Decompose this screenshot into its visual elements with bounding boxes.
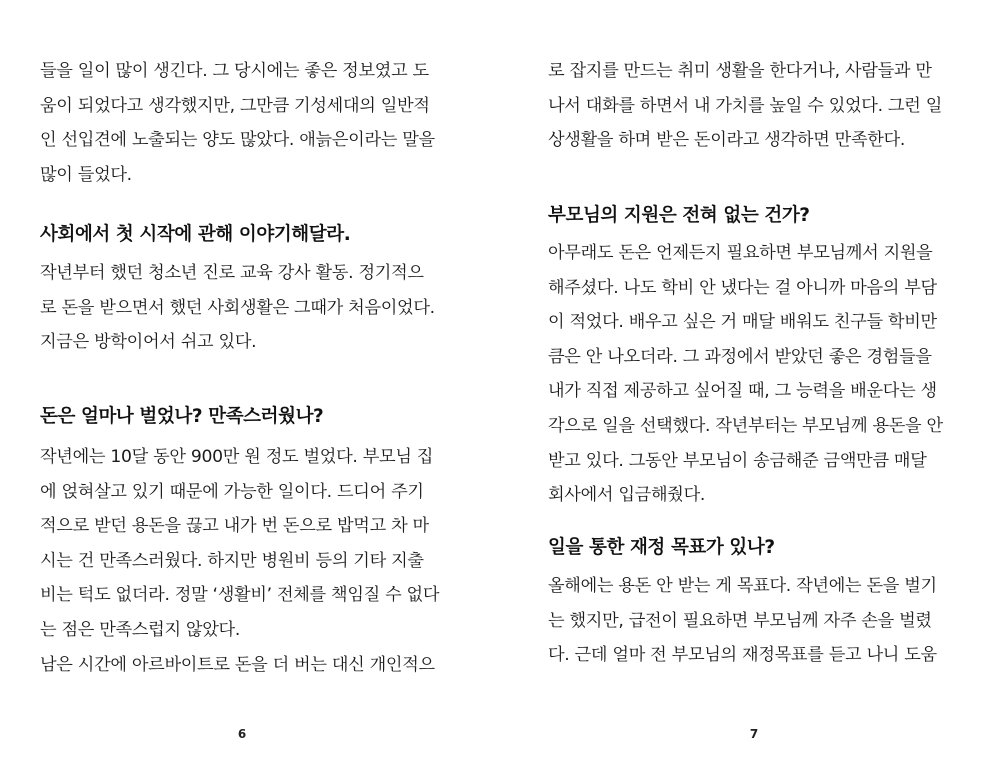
text-line: 다. 근데 얼마 전 부모님의 재정목표를 듣고 나니 도움 [548,645,937,666]
text-line: 올해에는 용돈 안 받는 게 목표다. 작년에는 돈을 벌기 [548,576,937,596]
text-line: 들을 일이 많이 생긴다. 그 당시에는 좋은 정보였고 도 [40,61,429,81]
text-line: 내가 직접 제공하고 싶어질 때, 그 능력을 배운다는 생 [548,381,937,402]
text-line: 이 적었다. 배우고 싶은 거 매달 배워도 친구들 학비만 [548,312,937,333]
text-line: 로 돈을 받으면서 했던 사회생활은 그때가 처음이었다. [40,297,435,318]
text-line: 많이 들었다. [40,164,132,185]
text-line: 아무래도 돈은 언제든지 필요하면 부모님께서 지원을 [548,243,933,263]
left-paragraph-3 [40,440,448,682]
text-line: 남은 시간에 아르바이트로 돈을 더 버는 대신 개인적으 [40,654,435,675]
text-line: 큼은 안 나오더라. 그 과정에서 받았던 좋은 경험들을 [548,346,932,367]
text-line: 비는 턱도 없더라. 정말 ‘생활비’ 전체를 책임질 수 없다 [40,585,440,606]
text-line: 시는 건 만족스러웠다. 하지만 병원비 등의 기타 지출 [40,550,424,571]
question-heading: 부모님의 지원은 전혀 없는 건가? [548,205,810,226]
text-line: 상생활을 하며 받은 돈이라고 생각하면 만족한다. [548,130,906,151]
question-heading: 사회에서 첫 시작에 관해 이야기해달라. [40,224,351,245]
right-question-1 [548,201,956,227]
text-line: 작년부터 했던 청소년 진로 교육 강사 활동. 정기적으 [40,263,424,283]
page-number-left: 6 [237,727,247,741]
right-paragraph-1 [548,54,956,158]
text-line: 인 선입견에 노출되는 양도 많았다. 애늙은이라는 말을 [40,130,435,151]
text-line: 각으로 일을 선택했다. 작년부터는 부모님께 용돈을 안 [548,415,943,436]
text-line: 해주셨다. 나도 학비 안 냈다는 걸 아니까 마음의 부담 [548,277,937,298]
question-heading: 돈은 얼마나 벌었나? 만족스러웠나? [40,406,324,427]
right-page [500,0,1000,778]
text-line: 회사에서 입금해줬다. [548,485,706,506]
right-paragraph-2 [548,236,956,513]
text-line: 는 점은 만족스럽지 않았다. [40,619,240,640]
text-line: 적으로 받던 용돈을 끊고 내가 번 돈으로 밥먹고 차 마 [40,516,429,537]
left-question-2 [40,402,448,428]
question-heading: 일을 통한 재정 목표가 있나? [548,537,775,558]
page-number-right: 7 [749,727,759,741]
right-paragraph-3 [548,569,956,673]
text-line: 로 잡지를 만드는 취미 생활을 한다거나, 사람들과 만 [548,61,932,81]
text-line: 지금은 방학이어서 쉬고 있다. [40,332,257,353]
text-line: 움이 되었다고 생각했지만, 그만큼 기성세대의 일반적 [40,95,430,116]
text-line: 받고 있다. 그동안 부모님이 송금해준 금액만큼 매달 [548,450,927,471]
left-paragraph-1 [40,54,448,192]
right-question-2 [548,533,956,559]
text-line: 에 얹혀살고 있기 때문에 가능한 일이다. 드디어 주기 [40,481,424,502]
left-question-1 [40,220,448,246]
left-paragraph-2 [40,256,448,360]
text-line: 나서 대화를 하면서 내 가치를 높일 수 있었다. 그런 일 [548,95,943,116]
text-line: 는 했지만, 급전이 필요하면 부모님께 자주 손을 벌렸 [548,610,932,631]
text-line: 작년에는 10달 동안 900만 원 정도 벌었다. 부모님 집 [40,447,434,467]
